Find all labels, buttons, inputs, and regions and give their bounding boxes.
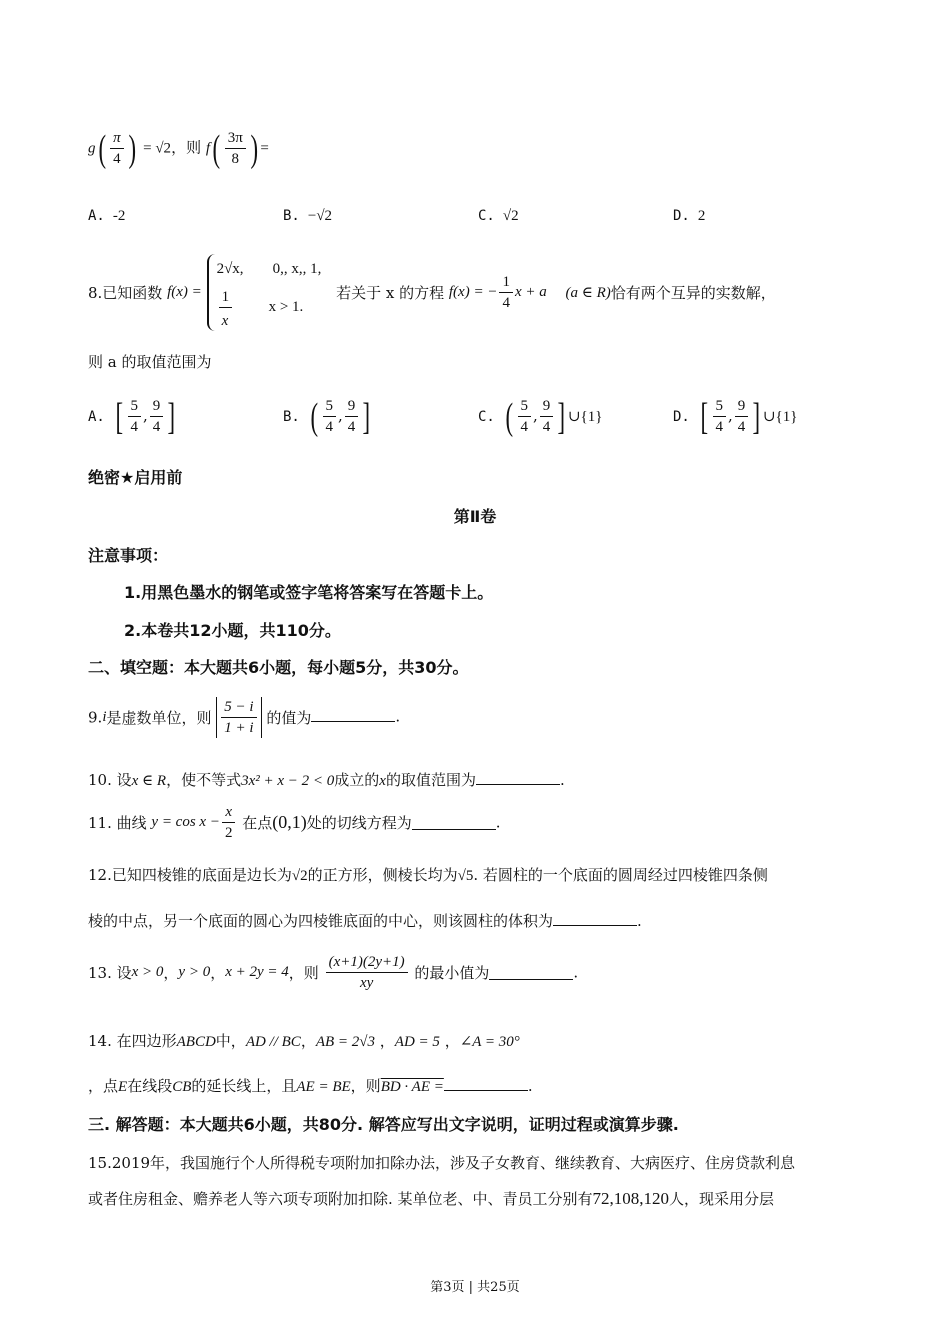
interval-close: ] [362, 395, 371, 438]
q14-ad: AD = 5 [394, 1034, 440, 1050]
frac-num: 5 [518, 396, 532, 417]
q10-inequality: 3x² + x − 2 < 0 [241, 773, 335, 789]
q14-text2: 中， [215, 1032, 246, 1050]
q14-text1: 14. 在四边形 [88, 1032, 177, 1050]
q8-middle: 若关于 x 的方程 [336, 284, 445, 302]
volume-title: 第Ⅱ卷 [453, 507, 497, 526]
frac-9-4 [345, 396, 359, 437]
left-paren: ( [212, 127, 221, 170]
option-letter: B. [283, 408, 300, 425]
q9-prefix: 9. [88, 708, 103, 727]
frac-num: 5 [128, 396, 142, 417]
answer-blank[interactable] [412, 815, 496, 830]
q13-cond-3: x + 2y = 4 [225, 964, 289, 980]
comma: ， [210, 964, 226, 982]
q15-numbers: 72,108,120 [592, 1189, 670, 1208]
q8-cond: (a ∈ R) [565, 285, 611, 301]
q13-fraction [326, 952, 408, 993]
option-letter: A. [88, 208, 105, 224]
q13-then: ，则 [288, 964, 319, 982]
q11-text3: 处的切线方程为 [306, 814, 412, 832]
frac-num: 9 [540, 396, 554, 417]
interval-close: ] [557, 395, 566, 438]
q11-text2: 在点 [242, 814, 273, 832]
answer-blank[interactable] [476, 770, 560, 785]
sqrt-2: √2 [291, 868, 308, 884]
q12-line1 [88, 864, 768, 885]
answer-blank[interactable] [444, 1076, 528, 1091]
q8-prefix: 8.已知函数 [88, 284, 163, 302]
section-3-title: 三. 解答题：本大题共6小题，共80分. 解答应写出文字说明，证明过程或演算步骤. [88, 1115, 679, 1134]
q10-x: x [379, 773, 386, 789]
frac-den: 4 [520, 419, 529, 435]
left-paren: ( [98, 127, 106, 170]
one-over-4 [499, 272, 513, 313]
q8-fx: f(x) = [167, 284, 202, 300]
abs-bars [216, 697, 261, 738]
case-1-cond: 0,, x,, 1, [272, 261, 322, 277]
q7-option-a [88, 206, 283, 225]
q15-line2 [88, 1188, 774, 1209]
option-letter: C. [478, 208, 495, 224]
q12-text-c: . 若圆柱的一个底面的圆周经过四棱锥四条侧 [473, 866, 768, 884]
q10-cond: x ∈ R [131, 773, 167, 789]
frac-den: 4 [542, 419, 551, 435]
comma: ， [439, 1032, 460, 1050]
q11-text1: 11. 曲线 [88, 814, 147, 832]
q14-text-a: ，点 [88, 1077, 119, 1095]
q14-ae: AE = BE [296, 1079, 351, 1095]
frac-den: 4 [347, 419, 356, 435]
q12-line2 [88, 910, 642, 931]
q9-fraction [221, 697, 256, 738]
piecewise-brace [207, 254, 322, 331]
q8-eq-tail: x + a [514, 284, 547, 300]
q11-point: (0,1) [272, 812, 307, 832]
q9-i: i [102, 709, 107, 725]
q11-end: . [495, 813, 501, 832]
answer-blank[interactable] [311, 707, 395, 722]
case-1 [217, 254, 322, 283]
q10-end: . [559, 771, 565, 789]
interval-close: ] [752, 395, 761, 438]
frac-9-4 [150, 396, 164, 437]
q13-text2: 的最小值为 [414, 964, 490, 982]
q8-options [88, 396, 868, 437]
q10-text2: ，使不等式 [166, 771, 242, 789]
q8-option-c: C. ( $\frac{5}{4}$ , $\frac{9}{4}$ ] ∪{1} [478, 395, 603, 438]
q8-suffix: 恰有两个互异的实数解， [610, 284, 776, 302]
frac-den: x [221, 313, 229, 329]
frac-num: 5 − i [221, 697, 256, 718]
frac-den: 4 [737, 419, 746, 435]
frac-den: 8 [231, 151, 239, 167]
frac-den: 1 + i [224, 720, 254, 736]
case-1-expr: 2√x, [216, 261, 244, 277]
q12-text-b: 的正方形，侧棱长均为 [307, 866, 458, 884]
frac-9-4 [735, 396, 749, 437]
option-value: √2 [502, 208, 519, 224]
comma: ， [375, 1032, 395, 1050]
interval-open: [ [700, 395, 708, 438]
q7-tail-expression [88, 128, 269, 169]
section-2-title: 二、填空题：本大题共6小题，每小题5分，共30分。 [88, 658, 469, 677]
interval-open: ( [505, 395, 513, 438]
frac-num: x [222, 802, 236, 823]
then-text: ，则 [171, 138, 202, 157]
q15-text-a: 或者住房租金、赡养老人等六项专项附加扣除. 某单位老、中、青员工分别有 [88, 1190, 593, 1208]
q8-question [88, 254, 776, 331]
option-letter: C. [478, 408, 495, 425]
q8-eq-expr: f(x) = − [448, 284, 498, 300]
q7-option-d [673, 206, 868, 225]
pi-over-4 [110, 128, 124, 169]
q10-text4: 的取值范围为 [385, 771, 476, 789]
comma: ， [163, 964, 179, 982]
q14-line2 [88, 1075, 533, 1096]
q14-e: E [118, 1079, 128, 1095]
q14-ab: AB = 2√3 [315, 1034, 376, 1050]
q11-question [88, 802, 501, 843]
answer-blank[interactable] [553, 911, 637, 926]
one-over-x [219, 283, 267, 331]
q11-curve: y = cos x − [151, 814, 220, 830]
frac-den: 4 [152, 419, 161, 435]
case-2 [217, 283, 322, 331]
option-letter: A. [88, 408, 105, 425]
q8-option-d: D. [ $\frac{5}{4}$ , $\frac{9}{4}$ ] ∪{1} [673, 395, 798, 438]
q13-cond-1: x > 0 [131, 964, 164, 980]
interval-open: ( [310, 395, 318, 438]
sqrt-5: √5 [457, 868, 474, 884]
union-one: ∪{1} [762, 409, 798, 425]
q13-end: . [573, 963, 579, 982]
case-2-cond: x > 1. [268, 299, 304, 315]
equals: = [260, 140, 269, 157]
option-letter: D. [673, 208, 690, 224]
frac-num: 5 [713, 396, 727, 417]
frac-num: 9 [735, 396, 749, 417]
q14-abcd: ABCD [176, 1034, 216, 1050]
right-paren: ) [250, 127, 258, 170]
option-letter: B. [283, 208, 300, 224]
q8-option-a: A. [ $\frac{5}{4}$ , $\frac{9}{4}$ ] [88, 395, 176, 438]
g-symbol: g [88, 140, 96, 157]
x-over-2 [222, 802, 236, 843]
frac-num: 9 [345, 396, 359, 417]
frac-num: π [110, 128, 124, 149]
frac-num: 3π [225, 128, 246, 149]
frac-num: (x+1)(2y+1) [326, 952, 408, 973]
q14-dot-product: BD · AE = [380, 1079, 444, 1095]
frac-den: 4 [502, 295, 510, 311]
option-value: 2 [697, 208, 706, 224]
frac-den: 4 [715, 419, 724, 435]
q14-text-c: 的延长线上，且 [191, 1077, 297, 1095]
frac-5-4 [713, 396, 727, 437]
frac-num: 1 [219, 287, 233, 308]
q14-angle: ∠A = 30° [459, 1034, 520, 1050]
q13-text1: 13. 设 [88, 964, 132, 982]
comma: ， [300, 1032, 316, 1050]
q7-option-c [478, 206, 673, 225]
q15-line1: 15.2019年，我国施行个人所得税专项附加扣除办法，涉及子女教育、继续教育、大病医疗、住房贷款利息 [88, 1154, 796, 1172]
option-value: −√2 [307, 208, 333, 224]
q8-line2: 则 a 的取值范围为 [88, 353, 212, 371]
q14-cb: CB [172, 1079, 192, 1095]
q12-text-line2: 棱的中点，另一个底面的圆心为四棱锥底面的中心，则该圆柱的体积为 [88, 912, 554, 930]
interval-open: [ [115, 395, 123, 438]
frac-9-4 [540, 396, 554, 437]
q14-text-d: ，则 [350, 1077, 381, 1095]
q10-question [88, 769, 565, 790]
option-letter: D. [673, 408, 690, 425]
q14-parallel: AD // BC [245, 1034, 301, 1050]
q8-option-b: B. ( $\frac{5}{4}$ , $\frac{9}{4}$ ] [283, 395, 371, 438]
notice-title: 注意事项： [88, 546, 169, 565]
answer-blank[interactable] [489, 965, 573, 980]
notice-item-2: 2.本卷共12小题，共110分。 [124, 621, 341, 640]
q7-option-b [283, 206, 478, 225]
option-value: -2 [112, 208, 126, 224]
f-symbol: f [205, 140, 211, 157]
q9-text2: 的值为 [266, 709, 312, 727]
q13-cond-2: y > 0 [178, 964, 211, 980]
q9-question [88, 697, 400, 738]
frac-den: xy [359, 975, 374, 991]
interval-close: ] [167, 395, 176, 438]
frac-den: 2 [224, 825, 233, 841]
three-pi-over-8 [225, 128, 246, 169]
q9-end: . [395, 707, 401, 726]
q14-end: . [527, 1077, 533, 1095]
frac-den: 4 [130, 419, 139, 435]
q12-end: . [637, 912, 642, 930]
frac-5-4 [518, 396, 532, 437]
frac-num: 9 [150, 396, 164, 417]
q7-options [88, 206, 868, 225]
frac-den: 4 [113, 151, 121, 167]
q15-text-b: 人，现采用分层 [669, 1190, 775, 1208]
union-one: ∪{1} [567, 409, 603, 425]
eq-sqrt2: = √2 [143, 140, 172, 157]
secret-label: 绝密★启用前 [88, 468, 183, 487]
frac-num: 5 [323, 396, 337, 417]
frac-num: 1 [499, 272, 513, 293]
notice-item-1: 1.用黑色墨水的钢笔或签字笔将答案写在答题卡上。 [124, 583, 494, 602]
q10-text1: 10. 设 [88, 771, 132, 789]
frac-den: 4 [325, 419, 334, 435]
frac-5-4 [128, 396, 142, 437]
q14-line1 [88, 1030, 520, 1051]
page-footer: 第3页 | 共25页 [430, 1280, 520, 1295]
right-paren: ) [128, 127, 136, 170]
q10-text3: 成立的 [334, 771, 380, 789]
q9-text1: 是虚数单位，则 [106, 709, 212, 727]
q14-text-b: 在线段 [127, 1077, 173, 1095]
q13-question [88, 952, 578, 993]
q12-text-a: 12.已知四棱锥的底面是边长为 [88, 866, 292, 884]
frac-5-4 [323, 396, 337, 437]
